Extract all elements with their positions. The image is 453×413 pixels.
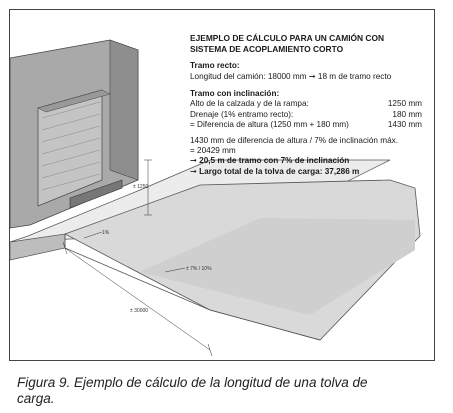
incline-row bbox=[190, 110, 422, 120]
calc-title-line1: EJEMPLO DE CÁLCULO PARA UN CAMIÓN CON bbox=[190, 33, 385, 43]
straight-line: Longitud del camión: 18000 mm ➞ 18 m de tramo recto bbox=[190, 71, 392, 81]
row-value: 180 mm bbox=[392, 109, 422, 119]
slope-ramp-label: ± 7% / 10% bbox=[186, 266, 212, 272]
slope-small-label: 1% bbox=[102, 230, 110, 236]
incline-row bbox=[190, 99, 422, 109]
row-label: Alto de la calzada y de la rampa: bbox=[190, 99, 309, 109]
calc-line2: = 20429 mm bbox=[190, 146, 236, 156]
row-value: 1430 mm bbox=[387, 120, 422, 130]
row-label: = Diferencia de altura (1250 mm + 180 mm) bbox=[190, 120, 349, 130]
dock-wall bbox=[10, 234, 65, 260]
incline-heading: Tramo con inclinación: bbox=[190, 89, 280, 98]
incline-row bbox=[190, 120, 422, 130]
figure-caption bbox=[17, 375, 437, 407]
figure-frame bbox=[9, 9, 435, 361]
calculation-text bbox=[190, 33, 422, 177]
caption-line2: carga. bbox=[17, 391, 55, 406]
building-side bbox=[110, 40, 138, 180]
row-label: Drenaje (1% entramo recto): bbox=[190, 109, 294, 119]
height-dimension-label: ± 1250 bbox=[133, 184, 149, 190]
calc-line1: 1430 mm de diferencia de altura / 7% de inclinación máx. bbox=[190, 135, 398, 145]
length-dimension-label: ± 30000 bbox=[130, 308, 149, 314]
result-line1: ➞ 20,5 m de tramo con 7% de inclinación bbox=[190, 156, 350, 166]
calc-title-line2: SISTEMA DE ACOPLAMIENTO CORTO bbox=[190, 43, 344, 54]
caption-line1: Figura 9. Ejemplo de cálculo de la longitud de una tolva de bbox=[17, 375, 368, 390]
straight-heading: Tramo recto: bbox=[190, 61, 240, 71]
row-value: 1250 mm bbox=[387, 99, 422, 109]
result-line2: ➞ Largo total de la tolva de carga: 37,286 m bbox=[190, 166, 360, 176]
